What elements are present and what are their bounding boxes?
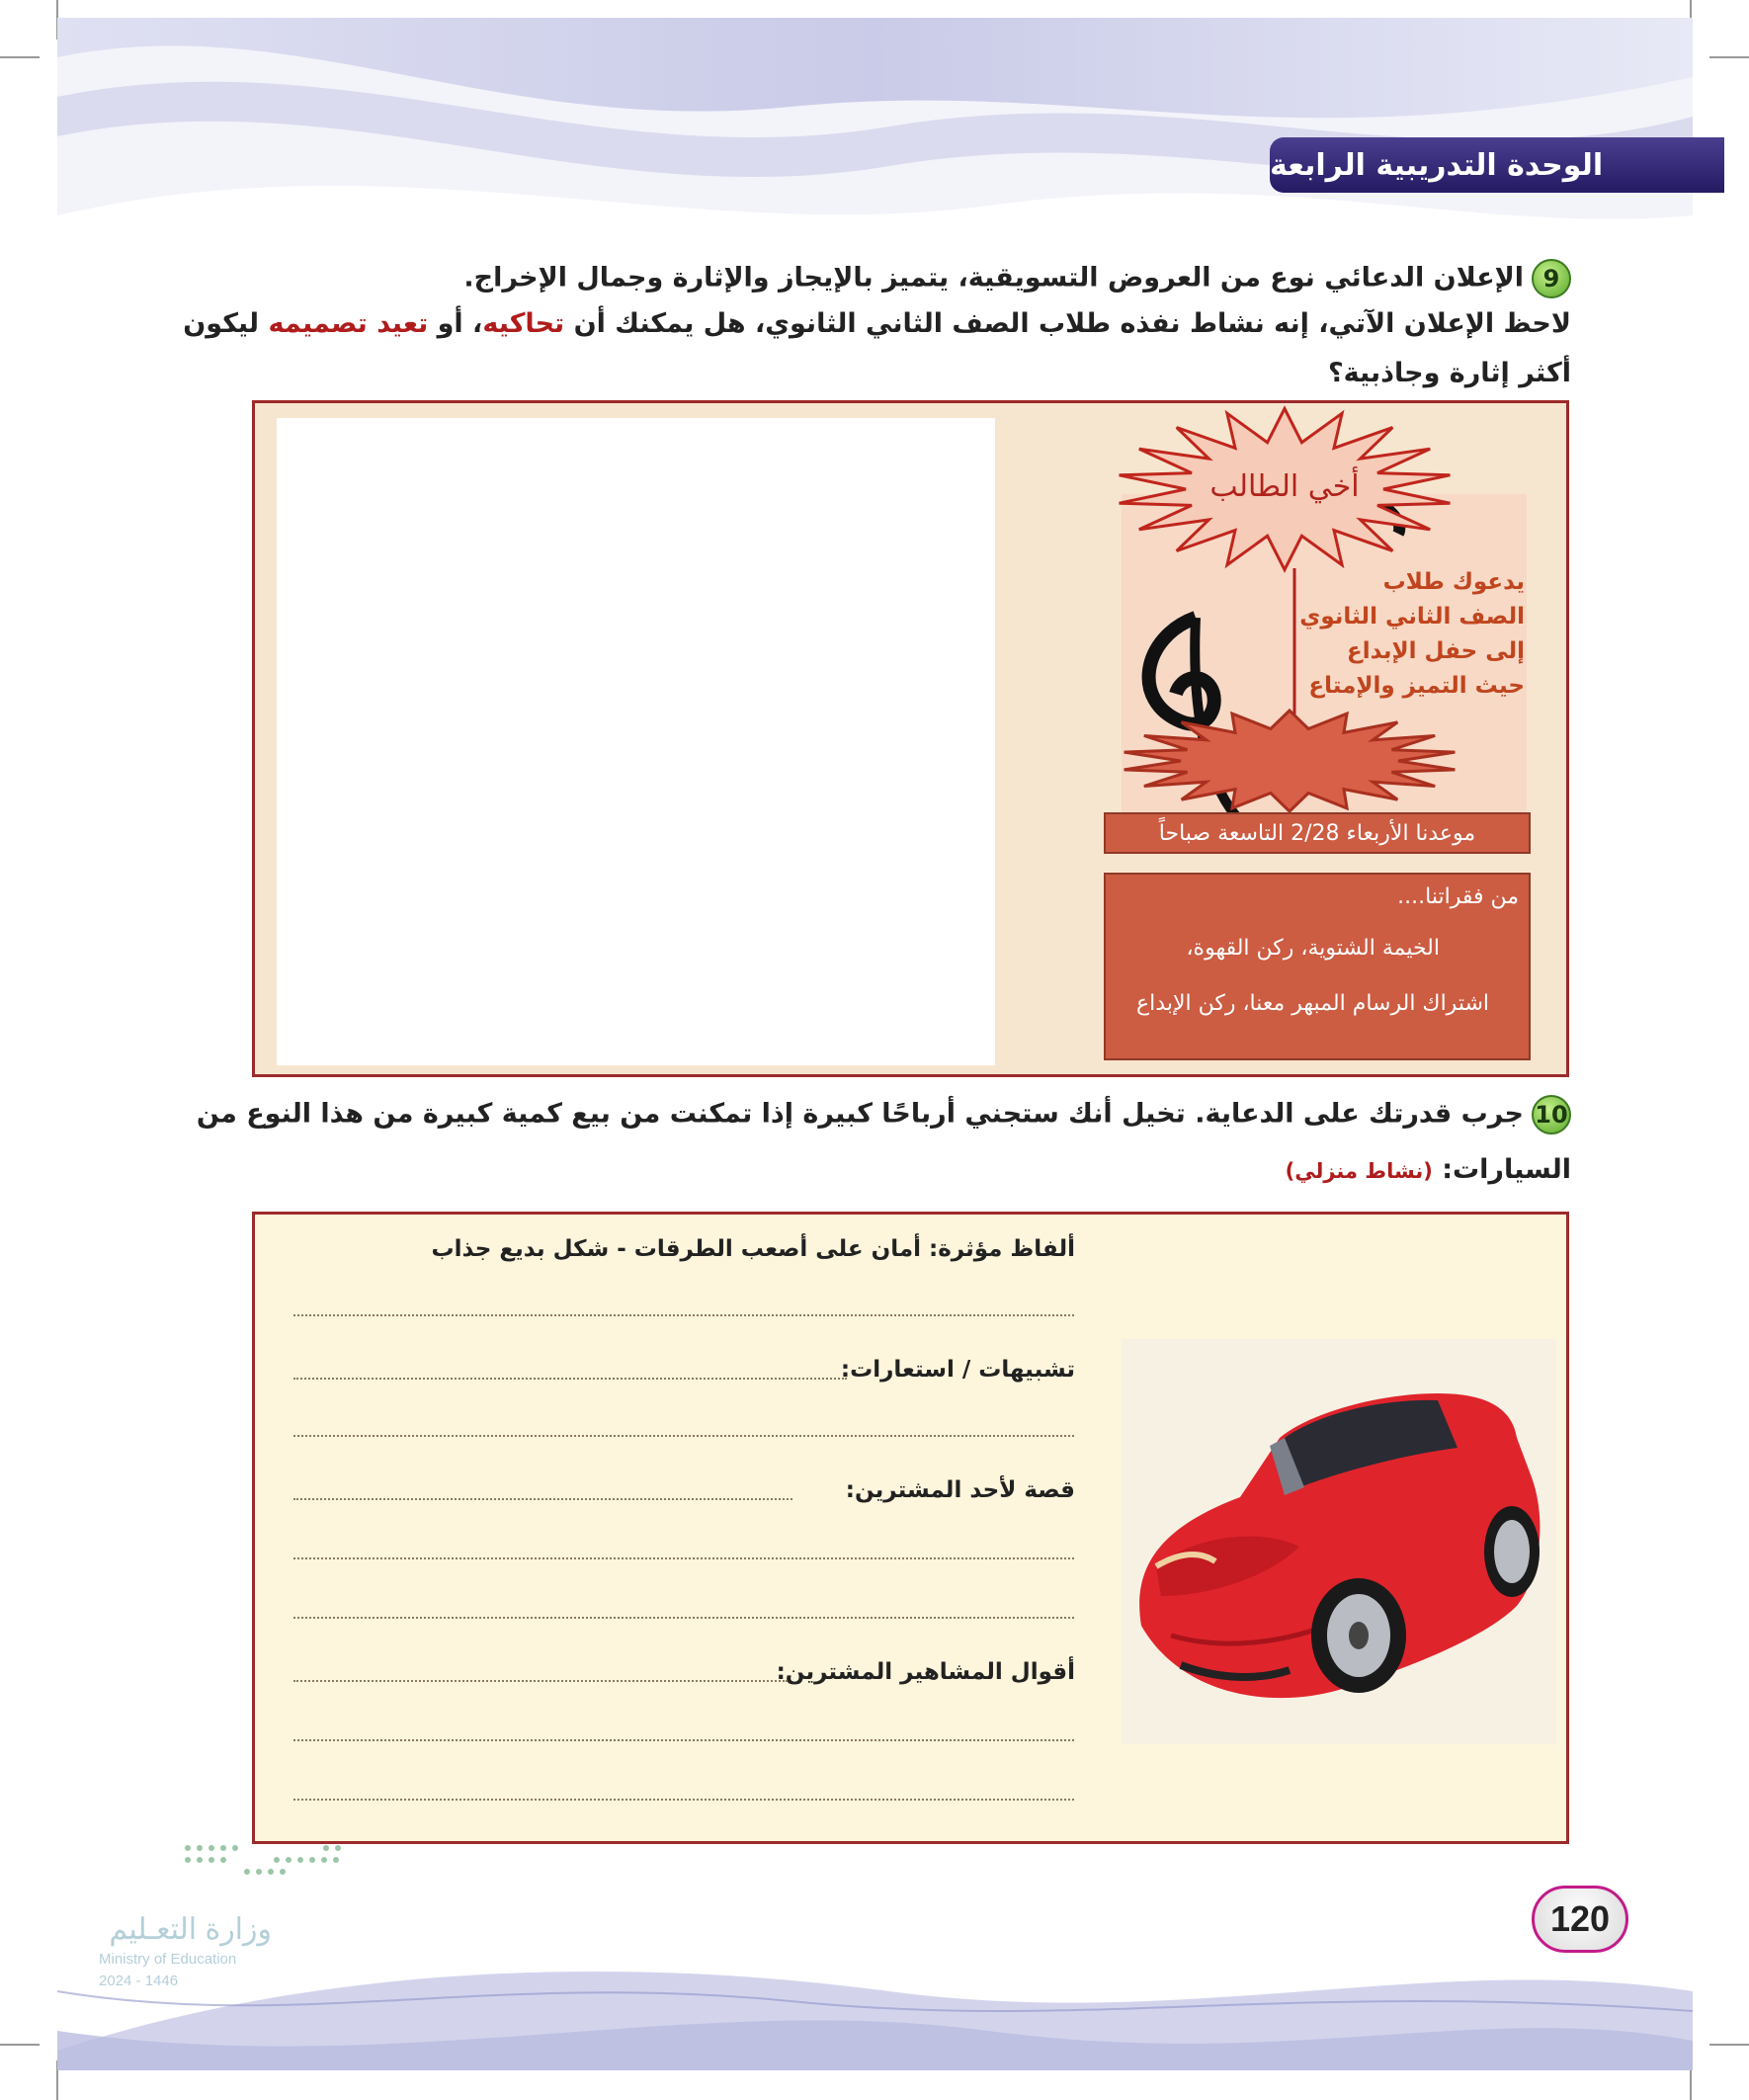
story-prompt: قصة لأحد المشترين: [845, 1477, 1075, 1503]
paragraphs-title: من فقراتنا.... [1397, 884, 1519, 909]
answer-line [293, 1739, 1074, 1741]
answer-line [293, 1680, 788, 1682]
q10-number-badge: 10 [1532, 1095, 1571, 1134]
q9-line-1: 9الإعلان الدعائي نوع من العروض التسويقية، يتميز بالإيجاز والإثارة وجمال الإخراج. [463, 259, 1571, 298]
invitation-line: يدعوك طلاب [1382, 569, 1525, 595]
invitation-line: حيث التميز والإمتاع [1308, 673, 1525, 699]
unit-title-tab: الوحدة التدريبية الرابعة [1270, 137, 1724, 193]
answer-line [293, 1617, 1074, 1619]
blank-design-area [277, 418, 995, 1065]
ministry-logo-dots [178, 1838, 356, 1888]
ad-star-title: أخي الطالب [1209, 469, 1360, 504]
invitation-line: الصف الثاني الثانوي [1299, 604, 1525, 630]
starburst-bottom [1117, 707, 1462, 815]
answer-line [293, 1557, 1074, 1559]
ad-date-bar: موعدنا الأربعاء 2/28 التاسعة صباحاً [1104, 812, 1531, 854]
q9-line-3: أكثر إثارة وجاذبية؟ [1327, 358, 1571, 388]
footer-wave-decoration [0, 1932, 1749, 2100]
ministry-name-ar: وزارة التعـليم [109, 1913, 272, 1946]
ad-invitation-text [1288, 565, 1525, 704]
header-wave-decoration [0, 18, 1749, 255]
home-activity-tag: (نشاط منزلي) [1285, 1159, 1433, 1183]
paragraph-item: الخيمة الشتوية، ركن القهوة، [1186, 936, 1440, 961]
words-prompt: ألفاظ مؤثرة: أمان على أصعب الطرقات - شكل بديع جذاب [431, 1236, 1075, 1262]
similes-prompt: تشبيهات / استعارات: [840, 1357, 1075, 1383]
q9-number-badge: 9 [1532, 259, 1571, 298]
q9-line-2: لاحظ الإعلان الآتي، إنه نشاط نفذه طلاب الصف الثاني الثانوي، هل يمكنك أن تحاكيه، أو تعيد تصميمه ليكون [183, 308, 1571, 339]
answer-line [293, 1435, 1074, 1437]
answer-line [293, 1378, 847, 1380]
quotes-prompt: أقوال المشاهير المشترين: [776, 1659, 1075, 1685]
paragraph-item: اشتراك الرسام المبهر معنا، ركن الإبداع [1136, 991, 1489, 1016]
ministry-year: 2024 - 1446 [99, 1973, 179, 1989]
invitation-line: إلى حفل الإبداع [1347, 638, 1525, 664]
answer-line [293, 1314, 1074, 1316]
red-sports-car-image [1122, 1339, 1556, 1744]
q10-line-2: السيارات: (نشاط منزلي) [1285, 1154, 1571, 1185]
ad-paragraphs-box [1104, 873, 1531, 1060]
page-number-badge: 120 [1532, 1886, 1628, 1953]
ministry-name-en: Ministry of Education [99, 1951, 237, 1968]
answer-line [293, 1799, 1074, 1801]
q10-line-1: 10جرب قدرتك على الدعاية. تخيل أنك ستجني أرباحًا كبيرة إذا تمكنت من بيع كمية كبيرة من هذا النوع من [197, 1095, 1571, 1134]
answer-line [293, 1498, 792, 1500]
